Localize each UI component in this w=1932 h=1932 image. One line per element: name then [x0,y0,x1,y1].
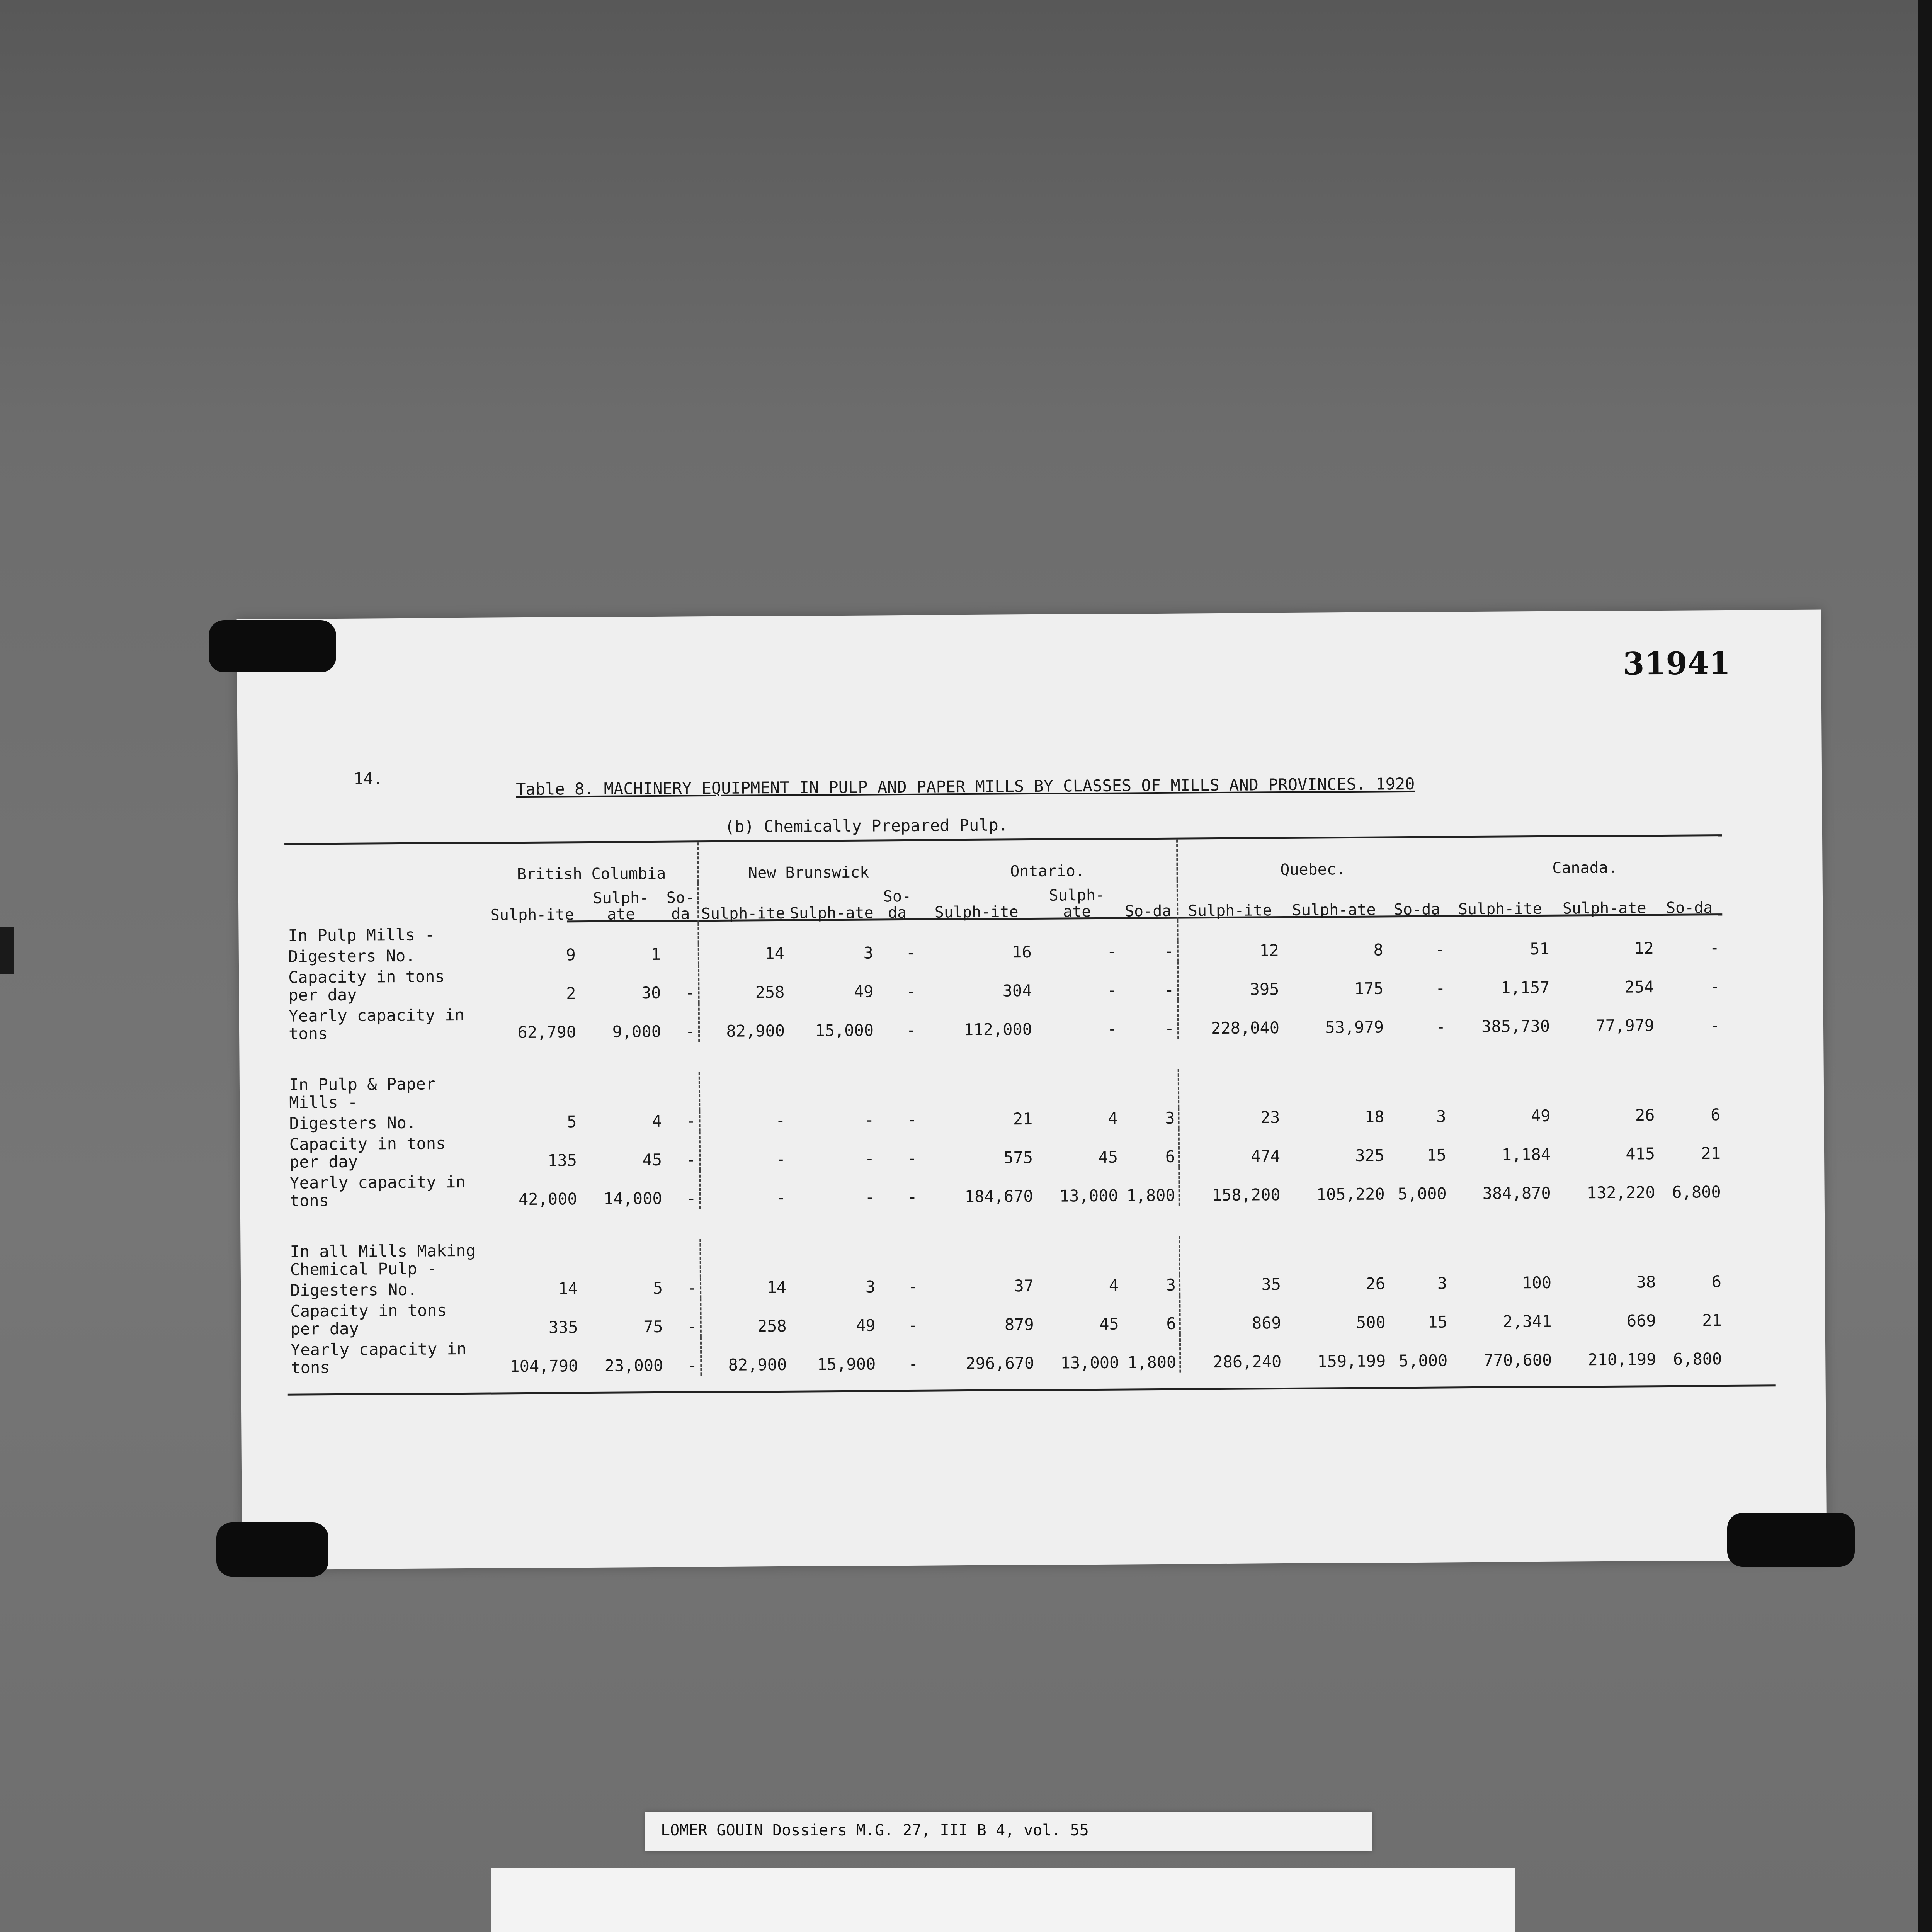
reference-text: LOMER GOUIN Dossiers M.G. 27, III B 4, vol. 55 [661,1821,1089,1839]
table-cell: 335 [548,1318,578,1337]
col-header-bc-soda: So-da [666,889,695,923]
empty-cell [665,1072,700,1111]
table-cell: - [1164,980,1174,999]
table-cell: 62,790 [517,1022,577,1042]
table-cell: 4 [1109,1276,1119,1295]
empty-cell [918,921,1034,942]
province-header-british-columbia: British Columbia [517,864,666,884]
table-cell: 45 [1099,1314,1119,1333]
table-cell: 37 [1014,1276,1034,1296]
table-cell: 26 [1366,1274,1386,1293]
row-label: Yearly capacity in tons [288,1005,465,1043]
table-cell: - [1107,942,1117,961]
table-cell: - [1164,941,1174,961]
table-cell: 575 [1003,1148,1033,1167]
table-cell: 23,000 [604,1355,663,1375]
table-cell: 49 [1531,1106,1551,1126]
row-label: Capacity in tons per day [288,967,445,1005]
film-frame-notch [0,927,14,974]
table-cell: - [865,1187,875,1207]
table-cell: - [908,1315,918,1335]
table-cell: 15 [1428,1312,1447,1332]
table-cell: 14 [558,1279,578,1298]
col-header-bc-sulphite: Sulph-ite [490,906,574,924]
table-cell: 30 [641,983,661,1003]
table-cell: 45 [1098,1147,1118,1167]
table-cell: - [687,1278,697,1298]
section-heading: In all Mills Making Chemical Pulp - [290,1241,476,1279]
table-cell: 1,184 [1502,1145,1551,1164]
col-header-nb-sulphate: Sulph-ate [789,904,874,922]
empty-cell [1179,1235,1284,1275]
table-cell: 21 [1701,1144,1721,1163]
col-header-nb-sulphite: Sulph-ite [698,882,787,923]
table-bottom-rule [288,1384,1776,1396]
empty-cell [1450,1234,1554,1273]
row-label: Yearly capacity in tons [290,1339,467,1377]
province-header-ontario: Ontario. [1010,862,1085,881]
empty-cell [698,922,787,944]
col-header-qc-soda: So-da [1393,900,1440,919]
table-subtitle: (b) Chemically Prepared Pulp. [724,815,1009,836]
sheet-number: 31941 [1622,645,1731,682]
table-cell: 82,900 [701,1337,790,1376]
table-cell: - [1710,977,1720,996]
table-cell: - [1107,1019,1117,1038]
film-frame-edge [1918,0,1932,1932]
table-cell: 3 [1165,1108,1175,1128]
table-cell: 12 [1178,940,1282,962]
table-cell: 16 [1012,942,1032,962]
empty-cell [1658,1233,1725,1272]
province-header-quebec: Quebec. [1177,838,1448,879]
table-cell: 159,199 [1317,1351,1386,1371]
section-heading: In Pulp Mills - [288,925,435,945]
empty-cell [1036,1236,1122,1276]
table-cell: - [699,1110,788,1131]
empty-cell [580,1072,665,1111]
col-header-bc-sulphate: Sulph-ate [593,889,649,923]
table-cell: - [685,1022,696,1041]
row-label: Digesters No. [288,946,415,966]
row-label: Capacity in tons per day [290,1301,447,1338]
table-cell: 254 [1624,977,1654,997]
table-cell: 6 [1711,1272,1722,1291]
page-number: 14. [353,769,383,788]
table-cell: 669 [1626,1311,1656,1330]
empty-cell [1121,1069,1179,1108]
empty-cell [699,1071,789,1111]
col-header-ca-sulphite: Sulph-ite [1458,900,1542,918]
table-cell: 158,200 [1179,1167,1284,1206]
table-cell: - [1107,980,1117,1000]
col-header-qc-sulphate: Sulph-ate [1292,901,1376,919]
empty-cell [920,1070,1036,1109]
table-cell: 53,979 [1325,1017,1384,1037]
empty-cell [787,922,876,943]
table-cell: 3 [1436,1107,1446,1126]
table-cell: 5,000 [1398,1351,1448,1371]
table-cell: 100 [1522,1273,1552,1293]
table-cell: 296,670 [966,1353,1034,1373]
table-cell: 5 [567,1112,577,1131]
empty-cell [1658,1066,1724,1105]
table-cell: - [1435,978,1446,998]
table-cell: 6,800 [1672,1182,1721,1202]
table-cell: 385,730 [1481,1016,1550,1036]
table-cell: 23 [1179,1107,1283,1129]
table-cell: 35 [1180,1274,1284,1296]
table-cell: 1,800 [1127,1352,1177,1372]
table-cell: 384,870 [1482,1183,1551,1203]
table-cell: 9 [566,945,576,964]
table-cell: - [906,1020,917,1039]
table-cell: - [907,1187,917,1206]
tape-bottom-right [1727,1513,1855,1567]
table-cell: 21 [1013,1109,1033,1129]
table-cell: 14 [699,943,787,964]
table-cell: - [686,1189,696,1208]
stub-header [284,844,486,885]
table-cell: 82,900 [699,1003,788,1042]
table-cell: 13,000 [1060,1353,1119,1372]
table-cell: 3 [863,943,873,963]
empty-cell [486,923,578,945]
empty-cell [920,1237,1037,1276]
province-header-new-brunswick: New Brunswick [698,841,918,883]
section-heading: In Pulp & Paper Mills - [289,1074,436,1112]
empty-cell [876,922,918,943]
table-cell: 14,000 [603,1189,662,1208]
empty-cell [1283,1068,1388,1107]
tape-bottom-left [216,1522,328,1577]
table-cell: 26 [1635,1105,1655,1125]
table-cell: 415 [1626,1144,1655,1163]
table-cell: 38 [1636,1272,1656,1292]
table-cell: 6,800 [1673,1349,1722,1369]
table-cell: - [907,1110,917,1129]
empty-cell [1387,1067,1449,1106]
table-cell: - [908,1277,918,1296]
province-header-canada: Canada. [1552,859,1618,877]
table-cell: 12 [1634,939,1654,958]
empty-cell [1388,1234,1450,1273]
tape-top-left [209,620,336,672]
table-cell: 105,220 [1316,1184,1385,1204]
empty-cell [1119,920,1177,941]
empty-cell [487,1073,580,1112]
table-cell: - [907,1148,917,1168]
table-cell: 45 [642,1150,662,1170]
table-cell: 15,900 [817,1354,876,1374]
row-label: Capacity in tons per day [289,1134,446,1172]
empty-cell [700,1238,789,1277]
empty-cell [1179,1068,1283,1108]
col-header-ca-sulphate: Sulph-ate [1562,899,1646,918]
empty-cell [1036,1070,1121,1109]
table-cell: 15 [1427,1145,1447,1165]
col-header-ca-soda: So-da [1666,899,1713,917]
table-cell: 3 [1166,1275,1176,1294]
table-cell: - [1709,938,1720,957]
row-label: Yearly capacity in tons [289,1172,466,1210]
table-cell: 75 [643,1317,663,1337]
empty-cell [580,1239,666,1278]
table-cell: 77,979 [1595,1016,1655,1036]
empty-cell [1553,1066,1658,1105]
table-cell: - [1164,1019,1175,1038]
table-cell: - [906,943,916,962]
table-cell: 4 [1108,1109,1118,1128]
table-cell: 135 [548,1151,577,1170]
stub-subheader [285,884,486,925]
col-header-nb-soda: So-da [883,887,912,922]
table-cell: 9,000 [612,1022,662,1041]
table-cell: 112,000 [963,1019,1032,1039]
table-cell: 325 [1355,1146,1385,1165]
table-cell: 51 [1530,939,1550,959]
empty-cell [1034,920,1119,942]
table-cell: 175 [1354,979,1384,998]
table-cell: 304 [1002,981,1032,1000]
empty-cell [663,923,698,944]
table-cell: 2,341 [1503,1311,1552,1331]
table-cell: 770,600 [1483,1350,1552,1370]
table-cell: - [685,983,695,1002]
table-cell: 132,220 [1587,1183,1655,1202]
table-cell: 18 [1364,1107,1384,1126]
table-cell: 49 [856,1316,876,1335]
col-header-on-soda: So-da [1124,902,1172,920]
empty-cell [1448,918,1552,939]
empty-cell [1449,1067,1554,1106]
table-cell: 6 [1166,1314,1176,1333]
table-cell: - [686,1111,696,1131]
table-cell: 15,000 [815,1020,874,1040]
col-header-on-sulphate: Sulph-ate [1049,886,1105,921]
document-sheet [237,610,1827,1570]
empty-cell [1282,918,1386,940]
table-title: Table 8. MACHINERY EQUIPMENT IN PULP AND PAPER MILLS BY CLASSES OF MILLS AND PROVINCES. 1920 [516,774,1415,799]
reference-strip [645,1812,1372,1851]
table-cell: 4 [652,1111,662,1131]
table-cell: 500 [1356,1313,1386,1332]
empty-cell [1121,1236,1180,1275]
table-cell: - [687,1355,697,1375]
table-cell: 42,000 [518,1189,577,1209]
empty-cell [578,923,663,944]
table-cell: 5 [653,1278,663,1298]
machinery-table [284,836,1725,1378]
table-cell: 1,800 [1126,1185,1175,1205]
empty-cell [665,1239,701,1278]
table-cell: 258 [701,1298,790,1337]
empty-cell [1554,1233,1659,1272]
table-body [285,917,1725,1378]
table-cell: 286,240 [1180,1333,1285,1373]
table-cell: - [1435,940,1446,959]
empty-cell [1177,919,1282,941]
table-cell: 8 [1373,940,1384,959]
table-cell: 49 [854,982,874,1001]
table-cell: 3 [865,1277,876,1296]
table-cell: 3 [1437,1274,1447,1293]
empty-cell [877,1071,920,1110]
row-label: Digesters No. [290,1280,418,1300]
empty-cell [788,1071,878,1110]
table-cell: - [864,1110,874,1129]
archive-label [491,1868,1515,1932]
table-cell: - [700,1170,789,1209]
table-cell: 474 [1179,1128,1284,1167]
table-row [287,1331,1725,1378]
table-cell: - [687,1317,697,1336]
table-cell: 210,199 [1588,1350,1656,1369]
table-cell: 6 [1711,1105,1721,1124]
table-cell: 228,040 [1178,1000,1283,1039]
row-label: Digesters No. [289,1113,417,1133]
empty-cell [1552,917,1656,939]
empty-cell [1386,918,1448,939]
table-cell [664,944,699,965]
empty-cell [1284,1235,1388,1274]
table-cell: 5,000 [1398,1184,1447,1204]
table-cell: 104,790 [510,1356,578,1376]
col-header-qc-sulphite: Sulph-ite [1177,879,1282,920]
empty-cell [488,1240,581,1279]
table-cell: - [700,1131,789,1170]
table-cell: 6 [1165,1147,1175,1166]
table-cell: - [1435,1017,1446,1036]
col-header-on-sulphite: Sulph-ite [934,903,1019,922]
table-cell: 1 [651,944,661,964]
table-cell: 395 [1178,961,1282,1000]
empty-cell [1656,917,1722,938]
table-cell: 2 [566,984,576,1003]
table-cell: 1,157 [1500,978,1550,997]
table-cell: - [686,1150,696,1169]
empty-cell [789,1238,878,1277]
empty-cell [878,1238,921,1277]
table-cell: 14 [701,1277,789,1298]
table-cell: - [1710,1015,1720,1035]
table-cell: 879 [1004,1315,1034,1334]
table-cell: 869 [1180,1295,1284,1334]
table-cell: 21 [1702,1311,1722,1330]
table-cell: 184,670 [964,1186,1033,1206]
table-cell: - [864,1149,875,1168]
table-cell: - [906,981,916,1001]
table-cell: - [908,1354,918,1373]
table-cell: 13,000 [1059,1186,1118,1206]
table-cell: 258 [699,964,788,1003]
